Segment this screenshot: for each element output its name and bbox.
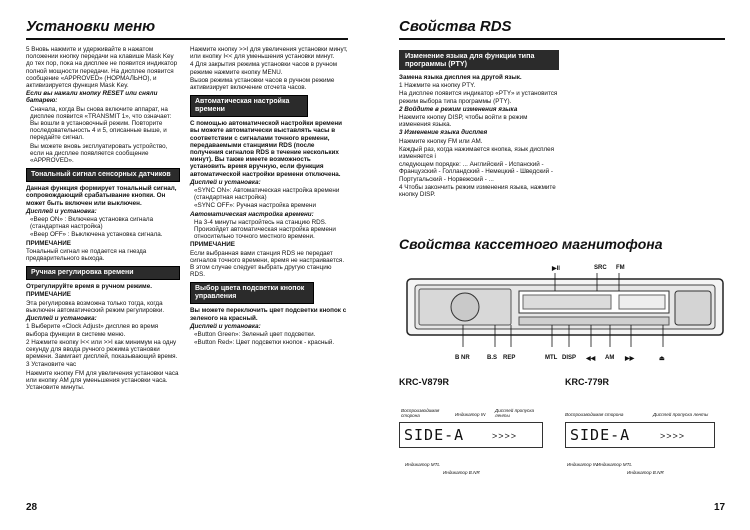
rds-column xyxy=(399,50,559,199)
lcd-side-text: SIDE-A xyxy=(570,426,631,444)
lcd-display-1 xyxy=(399,422,543,448)
note-heading: ПРИМЕЧАНИЕ xyxy=(190,241,235,249)
paragraph: Сначала, когда Вы снова включите аппарат, на дисплее появится «TRANSMIT 1», что означает: Вы вошли в установочный режим. Повторите последовательность 4 и 5, описанные выше, и передайте сигнал. xyxy=(30,105,172,142)
step-text: 1 Выберите «Clock Adjust» дисплея во время выбора функции в системе меню. xyxy=(26,323,159,338)
paragraph: На 3-4 минуты настройтесь на станцию RDS. Произойдет автоматическая настройка времени относительно точного местного времени. xyxy=(194,218,336,241)
step-text: 4 Чтобы закончить режим изменения языка, нажмите кнопку DISP. xyxy=(399,183,556,199)
step-text: Каждый раз, когда нажимается кнопка, язык дисплея изменяется і xyxy=(399,145,555,161)
section-box-button-color: Выбор цвета подсветки кнопок управления xyxy=(190,282,314,304)
paragraph: Вызов режима установки часов в ручном режиме активизирует включение отсчета часов. xyxy=(190,76,335,92)
lcd1-caption: Индикатор IN xyxy=(455,412,486,417)
paragraph: Эта регулировка возможна только тогда, когда выключен автоматический режим регулировки. xyxy=(26,299,165,314)
reset-heading: Если вы нажали кнопку RESET или сняли батарею: xyxy=(26,90,158,105)
label-bs: B.S xyxy=(487,355,498,361)
lcd1-caption: Индикатор B.NR xyxy=(443,470,480,475)
subheading: Дисплей и установка: xyxy=(26,315,97,323)
option-text: «SYNC ON»: Автоматическая настройка времени (стандартная настройка) xyxy=(194,187,340,202)
step-heading: 2 Войдите в режим изменения языка xyxy=(399,105,518,113)
step-text: следующем порядке: ... Английский - Испанский - Французский - Голландский - Немецкий - Шведский - Португальский - Норвежский - ... xyxy=(399,161,554,183)
step-text: 3 Установите час xyxy=(26,361,77,369)
lcd2-caption: Индикатор B.NR xyxy=(627,470,664,475)
option-text: «Beep ON» : Включена установка сигнала (стандартная настройка) xyxy=(30,216,154,231)
note-heading: ПРИМЕЧАНИЕ xyxy=(26,291,71,299)
lcd2-caption: Дисплей пропуска ленты xyxy=(653,412,709,417)
head-unit-illustration xyxy=(405,273,725,353)
option-text: «Button Red»: Цвет подсветки кнопок - красный. xyxy=(194,339,335,347)
lcd-display-2 xyxy=(565,422,715,448)
model-label-2: KRC-779R xyxy=(565,377,610,387)
left-column-2 xyxy=(190,46,348,348)
step-heading: 3 Изменение языка дисплея xyxy=(399,129,488,137)
option-text: «SYNC OFF»: Ручная настройка времени xyxy=(194,202,316,210)
paragraph: Отрегулируйте время в ручном режиме. xyxy=(26,283,152,291)
step-text: Нажмите кнопку FM для увеличения установки часа или кнопку AM для уменьшения установки часа. Установите минуты. xyxy=(26,369,179,391)
paragraph: Если выбранная вами станция RDS не передает сигналов точного времени, время не настраивается. В этом случае следует выбрать другую станцию RDS. xyxy=(190,249,345,279)
subheading: Дисплей и установка: xyxy=(190,322,261,330)
subheading: Дисплей и установка: xyxy=(26,207,97,215)
model-label-1: KRC-V879R xyxy=(399,377,450,387)
section-box-manual-time: Ручная регулировка времени xyxy=(26,266,180,280)
paragraph: 5 Вновь нажмите и удерживайте в нажатом положении кнопку передачи на клавише Mask Key до тех пор, пока на дисплее не появится индикатор полной мощности передачи. На дисплее появится сообщение «APPROVED» (НОРМАЛЬНО), и активизируется функция Mask Key. xyxy=(26,46,178,90)
paragraph: Замена языка дисплея на другой язык. xyxy=(399,74,522,81)
step-text: 1 Нажмите на кнопку PTY. xyxy=(399,82,476,90)
lcd2-caption: Индикатор MTL xyxy=(597,462,632,467)
section-box-pty-language: Изменение языка для функции типа программы (PTY) xyxy=(399,50,559,70)
label-disp: DISP xyxy=(562,355,577,361)
lcd1-caption: Индикатор MTL xyxy=(405,462,440,467)
lcd-side-text: SIDE-A xyxy=(404,426,465,444)
paragraph: С помощью автоматической настройки времени вы можете автоматически выставлять часы в соответствии с сигналами точного времени, передаваемыми станциями RDS (после получения сигналов RDS в течение нескольких минут). Вы также имеете возможность установить время вручную, если функция автоматической настройки времени отключена. xyxy=(190,120,342,178)
lcd2-caption: Воспроизводимая сторона xyxy=(565,412,624,417)
lcd2-caption: Индикатор IN xyxy=(567,462,598,467)
page-number: 17 xyxy=(714,502,726,513)
label-eject: ⏏ xyxy=(659,356,665,362)
subheading: Автоматическая настройка времени: xyxy=(190,210,314,218)
note-heading: ПРИМЕЧАНИЕ xyxy=(26,239,71,247)
tape-skip-icon: >>>> xyxy=(492,431,518,441)
paragraph: Нажмите кнопку >>I для увеличения установки минут, или кнопку I<< для уменьшения установки минут. xyxy=(190,46,348,61)
label-rewind: ◀◀ xyxy=(586,356,596,362)
option-text: «Beep OFF» : Выключена установка сигнала. xyxy=(30,231,163,239)
page-title: Свойства RDS xyxy=(399,18,512,35)
label-play: ▶II xyxy=(552,266,560,272)
paragraph: Данная функция формирует тональный сигнал, сопровождающий срабатывание кнопки. Он может быть включен или выключен. xyxy=(26,185,177,207)
step-text: Нажмите кнопку DISP, чтобы войти в режим изменения языка. xyxy=(399,114,528,129)
paragraph: 4 Для закрытия режима установки часов в ручном режиме нажмите кнопку MENU. xyxy=(190,61,338,76)
label-am: AM xyxy=(605,355,615,361)
tape-skip-icon: >>>> xyxy=(660,431,686,441)
paragraph: Вы можете переключить цвет подсветки кнопок с зеленого на красный. xyxy=(190,307,347,322)
option-text: «Button Green»: Зеленый цвет подсветки. xyxy=(194,331,316,339)
section-box-auto-time: Автоматическая настройка времени xyxy=(190,95,308,117)
label-src: SRC xyxy=(594,265,607,271)
step-text: На дисплее появится индикатор «PTY» и установится режим выбора типа программы (PTY). xyxy=(399,90,558,105)
title-rule xyxy=(399,38,725,40)
lcd1-caption: Воспроизводимая сторона xyxy=(401,408,440,418)
page-number: 28 xyxy=(26,502,38,513)
right-page xyxy=(375,0,750,530)
subheading: Дисплей и установка: xyxy=(190,178,261,186)
paragraph: Тональный сигнал не подается на гнезда предварительного выхода. xyxy=(26,247,147,263)
label-mtl: MTL xyxy=(545,355,558,361)
cassette-section-title: Свойства кассетного магнитофона xyxy=(399,236,663,252)
label-rep: REP xyxy=(503,355,516,361)
lcd1-caption: Дисплей пропуска ленты xyxy=(495,408,535,418)
label-fm: FM xyxy=(616,265,625,271)
paragraph: Вы можете вновь эксплуатировать устройство, если на дисплее появляется сообщение «APPROVED». xyxy=(30,142,168,165)
left-column-1 xyxy=(26,46,180,392)
step-text: 2 Нажмите кнопку I<< или >>I как минимум на одну секунду для ввода ручного режима установки времени. Замигает дисплей, показывающий время. xyxy=(26,338,178,361)
page-title: Установки меню xyxy=(26,18,156,35)
title-rule xyxy=(26,38,348,40)
label-bnr: B NR xyxy=(455,355,470,361)
section-box-beep: Тональный сигнал сенсорных датчиков xyxy=(26,168,180,182)
label-ff: ▶▶ xyxy=(625,356,635,362)
step-text: Нажмите кнопку FM или AM. xyxy=(399,137,483,145)
